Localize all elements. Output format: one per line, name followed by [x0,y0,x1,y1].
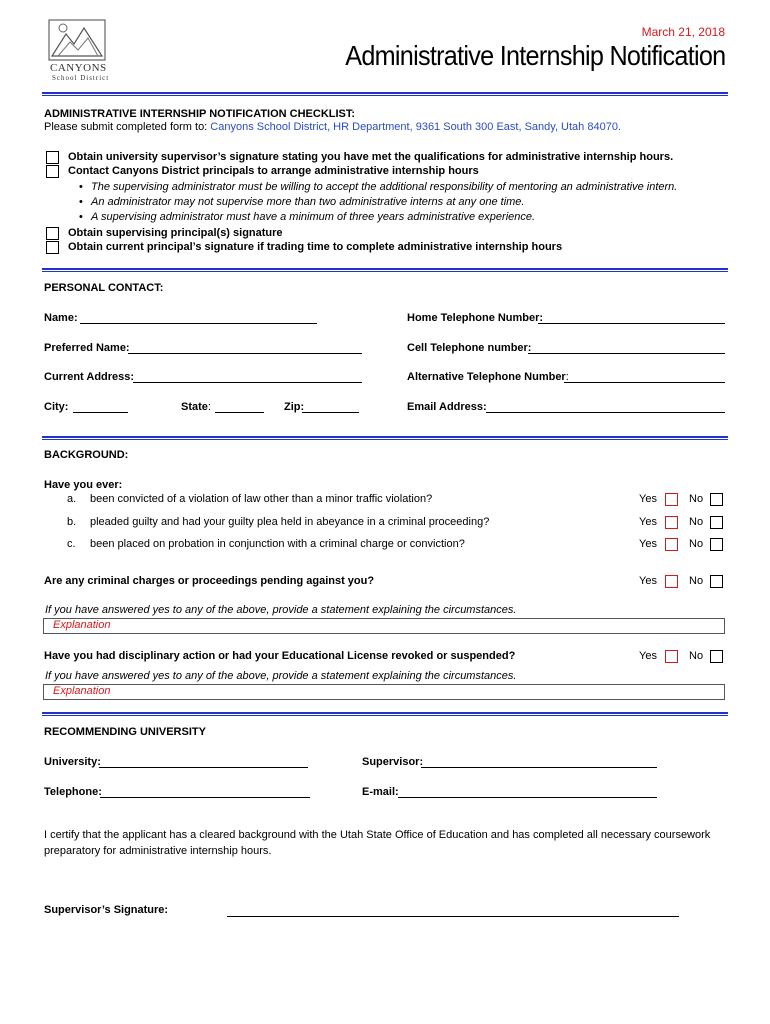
bullet-icon: • [79,196,83,208]
submit-instructions [44,121,621,133]
email-field[interactable] [486,412,725,413]
current-address-field[interactable] [133,382,362,383]
state-colon: : [207,401,211,413]
disciplinary-no-checkbox[interactable] [710,650,723,663]
checklist-checkbox-3[interactable] [46,227,59,240]
yes-label: Yes [639,575,657,587]
telephone-label: Telephone: [44,786,102,798]
alt-phone-label [407,371,569,383]
divider [42,268,728,272]
no-label: No [689,538,704,550]
state-text: State [181,401,208,413]
divider [42,712,728,716]
district-logo [44,16,110,82]
state-field[interactable] [215,412,264,413]
city-label: City: [44,401,69,413]
alt-phone-colon: : [565,371,569,383]
question-c-no-checkbox[interactable] [710,538,723,551]
question-a-no-checkbox[interactable] [710,493,723,506]
university-email-field[interactable] [398,797,657,798]
logo-sub: School District [52,74,110,82]
no-label: No [689,493,704,505]
supervisor-field[interactable] [421,767,657,768]
pending-question: Are any criminal charges or proceedings pending against you? [44,575,375,587]
certify-line-1: I certify that the applicant has a cleared background with the Utah State Office of Education and has completed all necessary coursework [44,829,711,841]
divider [42,436,728,440]
zip-field[interactable] [302,412,359,413]
logo-mountain-icon [44,16,110,66]
explanation-field-2[interactable] [43,684,725,700]
preferred-name-field[interactable] [128,353,362,354]
checklist-checkbox-4[interactable] [46,241,59,254]
question-b-yes-checkbox[interactable] [665,516,678,529]
signature-field[interactable] [227,916,679,917]
checklist-item-4: Obtain current principal’s signature if trading time to complete administrative internship hours [68,241,563,253]
telephone-field[interactable] [100,797,310,798]
supervisor-label: Supervisor: [362,756,424,768]
cell-phone-label: Cell Telephone number: [407,342,532,354]
question-b: pleaded guilty and had your guilty plea held in abeyance in a criminal proceeding? [90,516,490,528]
cell-phone-field[interactable] [528,353,725,354]
disciplinary-yes-checkbox[interactable] [665,650,678,663]
question-a-yes-checkbox[interactable] [665,493,678,506]
explanation-placeholder: Explanation [53,619,111,631]
checklist-bullet-1: The supervising administrator must be willing to accept the additional responsibility of mentoring an administrative intern. [91,181,678,193]
explanation-placeholder: Explanation [53,685,111,697]
bullet-icon: • [79,181,83,193]
name-label: Name: [44,312,78,324]
signature-label: Supervisor’s Signature: [44,904,169,916]
personal-heading: PERSONAL CONTACT: [44,282,164,294]
no-label: No [689,575,704,587]
home-phone-label: Home Telephone Number: [407,312,544,324]
explanation-field-1[interactable] [43,618,725,634]
question-b-no-checkbox[interactable] [710,516,723,529]
checklist-item-1: Obtain university supervisor’s signature stating you have met the qualifications for administrative internship hours. [68,151,674,163]
question-b-letter: b. [67,516,77,528]
have-you-ever: Have you ever: [44,479,123,491]
preferred-name-label: Preferred Name: [44,342,130,354]
date: March 21, 2018 [641,25,725,39]
page-title: Administrative Internship Notification [344,40,725,71]
statement-note: If you have answered yes to any of the above, provide a statement explaining the circumstances. [45,604,517,616]
no-label: No [689,650,704,662]
university-field[interactable] [99,767,308,768]
divider [42,92,728,96]
logo-name: CANYONS [50,62,107,74]
statement-note-2: If you have answered yes to any of the above, provide a statement explaining the circumstances. [45,670,517,682]
submit-address: Canyons School District, HR Department, 9361 South 300 East, Sandy, Utah 84070. [210,121,621,133]
name-field[interactable] [80,323,317,324]
home-phone-field[interactable] [538,323,725,324]
city-field[interactable] [73,412,128,413]
yes-label: Yes [639,493,657,505]
zip-label: Zip: [284,401,305,413]
bullet-icon: • [79,211,83,223]
alt-phone-text: Alternative Telephone Number [407,371,566,383]
alt-phone-field[interactable] [564,382,725,383]
checklist-item-2: Contact Canyons District principals to arrange administrative internship hours [68,165,479,177]
checklist-bullet-2: An administrator may not supervise more than two administrative interns at any one time. [91,196,525,208]
email-label: Email Address: [407,401,487,413]
pending-yes-checkbox[interactable] [665,575,678,588]
question-c-letter: c. [67,538,76,550]
yes-label: Yes [639,516,657,528]
disciplinary-question: Have you had disciplinary action or had your Educational License revoked or suspended? [44,650,516,662]
university-email-label: E-mail: [362,786,399,798]
certify-line-2: preparatory for administrative internship hours. [44,845,272,857]
current-address-label: Current Address: [44,371,135,383]
checklist-checkbox-2[interactable] [46,165,59,178]
yes-label: Yes [639,650,657,662]
question-a: been convicted of a violation of law other than a minor traffic violation? [90,493,433,505]
checklist-item-3: Obtain supervising principal(s) signature [68,227,283,239]
state-label [181,401,211,413]
question-a-letter: a. [67,493,77,505]
yes-label: Yes [639,538,657,550]
checklist-bullet-3: A supervising administrator must have a minimum of three years administrative experience. [91,211,536,223]
background-heading: BACKGROUND: [44,449,129,461]
submit-prefix: Please submit completed form to: [44,121,211,133]
pending-no-checkbox[interactable] [710,575,723,588]
question-c-yes-checkbox[interactable] [665,538,678,551]
university-heading: RECOMMENDING UNIVERSITY [44,726,206,738]
no-label: No [689,516,704,528]
question-c: been placed on probation in conjunction with a criminal charge or conviction? [90,538,465,550]
checklist-checkbox-1[interactable] [46,151,59,164]
checklist-heading: ADMINISTRATIVE INTERNSHIP NOTIFICATION CHECKLIST: [44,108,356,120]
university-label: University: [44,756,101,768]
